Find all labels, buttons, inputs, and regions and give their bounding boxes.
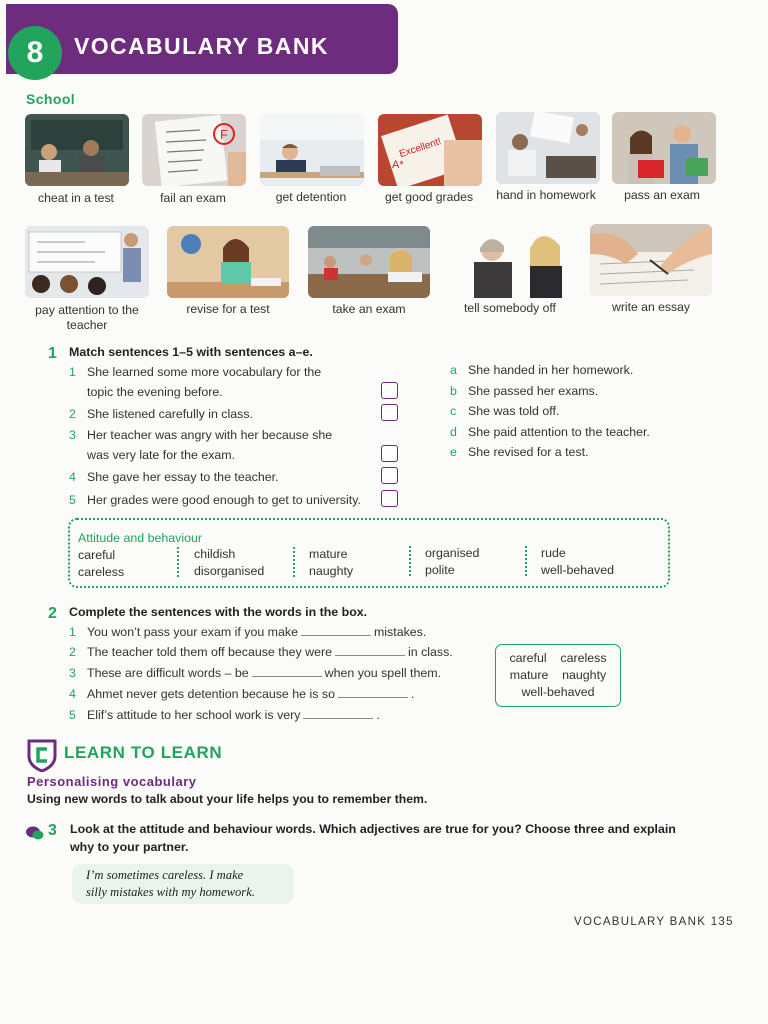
exercise-1-answer-a: a She handed in her homework. [450,363,634,377]
answer-box-5[interactable] [381,490,398,507]
exercise-1-answer-e: e She revised for a test. [450,445,589,459]
attitude-column-3: mature naughty [309,547,354,578]
exercise-2-item-1: 1 You won’t pass your exam if you make mistakes. [69,625,427,639]
learn-to-learn-text: Using new words to talk about your life helps you to remember them. [27,792,428,806]
exercise-1-item-3-line2: was very late for the exam. [87,448,236,462]
answer-box-3[interactable] [381,445,398,462]
caption-get-detention: get detention [275,190,347,204]
exercise-2-instruction: Complete the sentences with the words in the box. [69,605,368,619]
caption-get-good-grades: get good grades [384,190,474,204]
exercise-1-item-1-line2: topic the evening before. [87,385,223,399]
svg-text:F: F [220,127,228,142]
exercise-1-instruction: Match sentences 1–5 with sentences a–e. [69,345,313,359]
gap-blank[interactable] [301,625,371,636]
photo-cheat-in-a-test [25,114,129,186]
photo-pass-an-exam [612,112,716,184]
exercise-2-number: 2 [48,605,57,622]
gap-blank[interactable] [338,687,408,698]
column-divider [525,546,527,576]
answer-box-1[interactable] [381,382,398,399]
speaking-icon [26,825,44,841]
exercise-1-number: 1 [48,345,57,362]
attitude-column-5: rude well-behaved [541,546,615,577]
caption-hand-in-homework: hand in homework [496,188,596,202]
answer-box-4[interactable] [381,467,398,484]
example-answer: I’m sometimes careless. I make silly mistakes with my homework. [86,868,255,899]
photo-tell-somebody-off [460,226,574,298]
page-title: VOCABULARY BANK [74,33,329,59]
answer-box-2[interactable] [381,404,398,421]
exercise-1-item-3: 3 Her teacher was angry with her because she [69,428,333,442]
caption-fail-an-exam: fail an exam [160,191,226,205]
exercise-2-item-5: 5 Elif’s attitude to her school work is very . [69,708,380,722]
section-title: School [26,91,76,107]
attitude-column-2: childish disorganised [194,547,265,578]
learn-to-learn-subtitle: Personalising vocabulary [27,774,197,789]
exercise-3-number: 3 [48,822,57,839]
column-divider [177,547,179,577]
exercise-1-item-1: 1 She learned some more vocabulary for the [69,365,322,379]
gap-blank[interactable] [303,708,373,719]
photo-take-an-exam [308,226,430,298]
gap-blank[interactable] [252,666,322,677]
photo-revise-for-a-test [167,226,289,298]
photo-hand-in-homework [496,112,600,184]
caption-take-an-exam: take an exam [332,302,406,316]
exercise-1-answer-d: d She paid attention to the teacher. [450,425,650,439]
exercise-1-item-2: 2 She listened carefully in class. [69,407,253,421]
photo-write-an-essay [590,224,712,296]
exercise-2-item-4: 4 Ahmet never gets detention because he is so . [69,687,415,701]
caption-pay-attention: pay attention to the teacher [35,303,139,332]
learn-to-learn-title: LEARN TO LEARN [64,743,223,762]
column-divider [293,547,295,577]
exercise-2-item-2: 2 The teacher told them off because they were in class. [69,645,453,659]
caption-tell-somebody-off: tell somebody off [464,301,556,315]
attitude-box-title: Attitude and behaviour [78,531,202,545]
learn-to-learn-shield-icon [26,738,58,772]
exercise-1-item-4: 4 She gave her essay to the teacher. [69,470,279,484]
exercise-1-answer-b: b She passed her exams. [450,384,599,398]
photo-get-detention [260,114,364,186]
exercise-1-item-5: 5 Her grades were good enough to get to university. [69,493,361,507]
photo-pay-attention [25,226,149,298]
attitude-column-1: careful careless [78,548,125,579]
word-box: careful careless mature naughty well-behaved [495,644,621,707]
svg-text:Excellent!: Excellent! [398,136,443,161]
svg-text:A*: A* [392,159,404,171]
caption-revise-for-a-test: revise for a test [186,302,270,316]
page-footer: VOCABULARY BANK 135 [574,916,734,928]
caption-pass-an-exam: pass an exam [624,188,700,202]
exercise-3-instruction-line2: why to your partner. [70,840,189,854]
unit-number-badge: 8 [8,26,62,80]
photo-get-good-grades [378,114,482,186]
gap-blank[interactable] [335,645,405,656]
caption-write-an-essay: write an essay [612,300,690,314]
attitude-column-4: organised polite [425,546,480,577]
caption-cheat-in-a-test: cheat in a test [38,191,114,205]
exercise-3-instruction-line1: Look at the attitude and behaviour words. Which adjectives are true for you? Choose three and explain [70,822,676,836]
exercise-1-answer-c: c She was told off. [450,404,560,418]
photo-fail-an-exam [142,114,246,186]
exercise-2-item-3: 3 These are difficult words – be when you spell them. [69,666,442,680]
column-divider [409,546,411,576]
